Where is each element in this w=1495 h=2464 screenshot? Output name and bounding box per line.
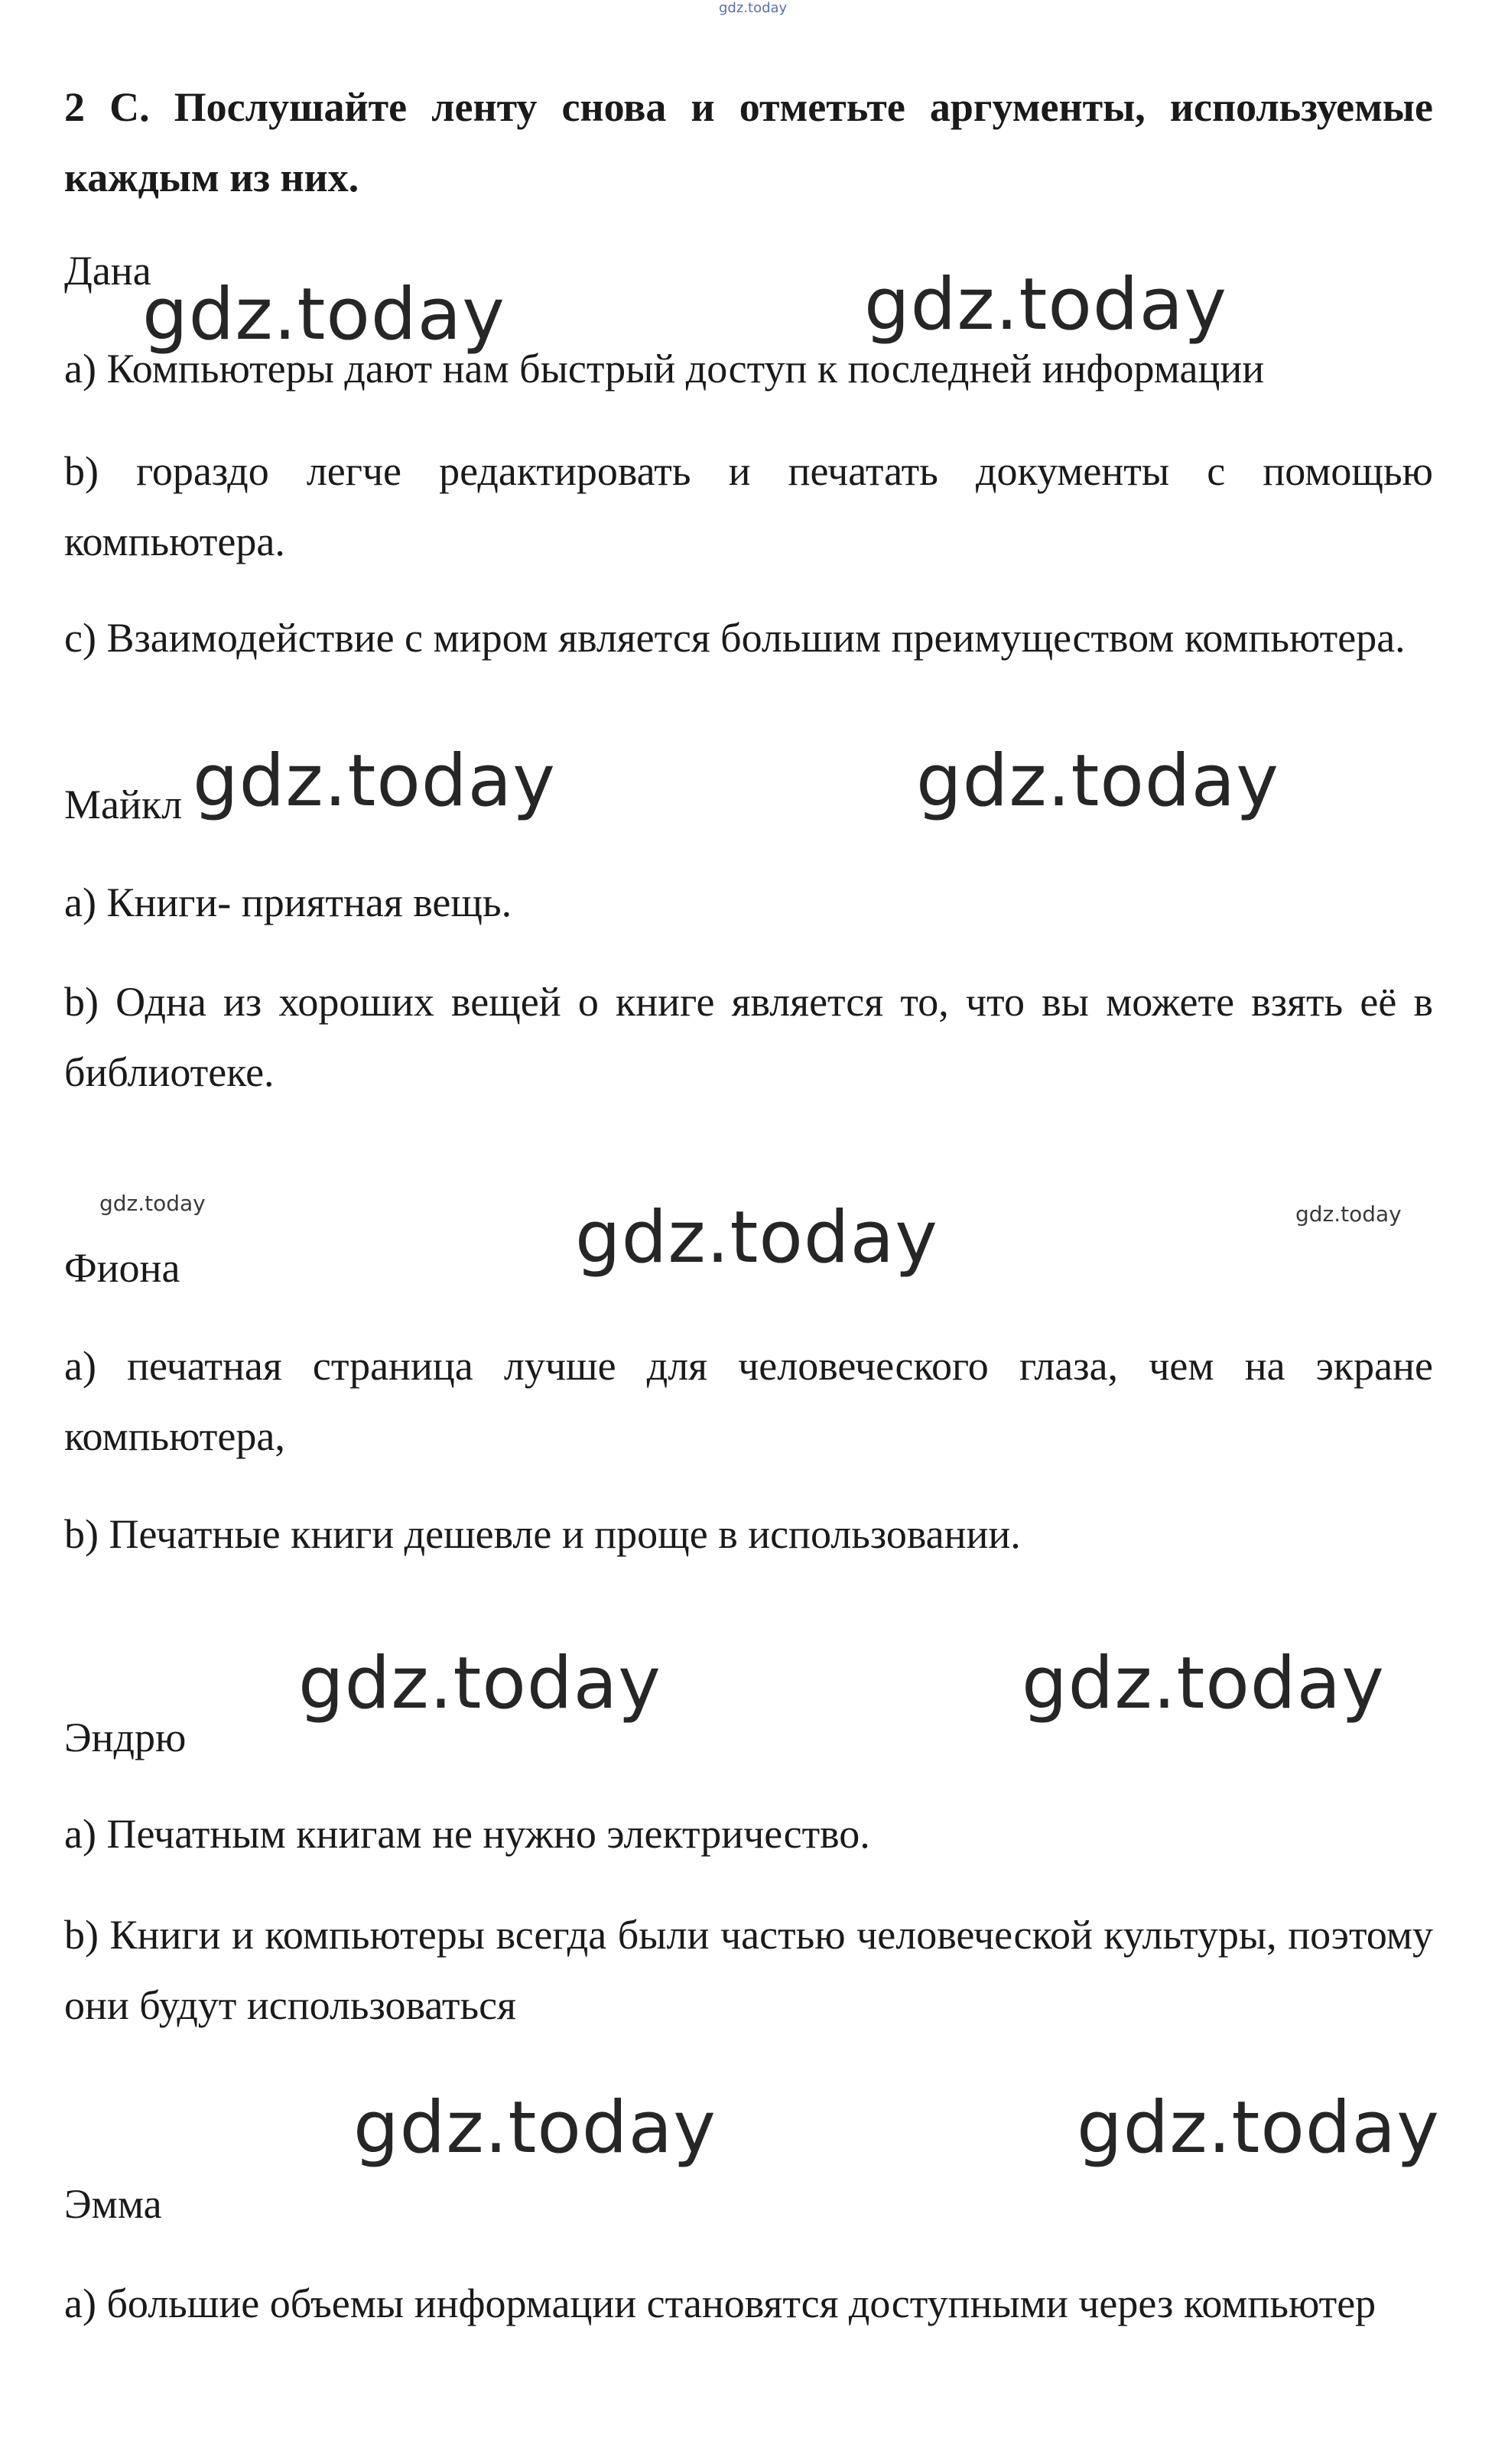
dana-argument-c: c) Взаимодействие с миром является большим преимуществом компьютера. (64, 615, 1406, 661)
fiona-argument-b: b) Печатные книги дешевле и проще в использовании. (64, 1511, 1021, 1557)
dana-argument-b: b) гораздо легче редактировать и печатать документы с помощью компьютера. (64, 448, 1433, 564)
speaker-emma: Эмма (64, 2181, 162, 2227)
watermark: gdz.today (142, 273, 505, 356)
speaker-michael: Майкл (64, 782, 183, 827)
watermark: gdz.today (1022, 1642, 1385, 1725)
watermark: gdz.today (575, 1196, 938, 1279)
andrew-argument-b: b) Книги и компьютеры всегда были частью человеческой культуры, поэтому они будут использоваться (64, 1912, 1433, 2028)
watermark: gdz.today (864, 263, 1227, 346)
watermark: gdz.today (353, 2086, 717, 2170)
speaker-andrew: Эндрю (64, 1715, 187, 1760)
watermark: gdz.today (1077, 2086, 1440, 2170)
watermark: gdz.today (916, 740, 1279, 823)
dana-argument-a: a) Компьютеры дают нам быстрый доступ к последней информации (64, 346, 1265, 392)
michael-argument-b: b) Одна из хороших вещей о книге является то, что вы можете взять её в библиотеке. (64, 979, 1433, 1095)
emma-argument-a: a) большие объемы информации становятся доступными через компьютер (64, 2280, 1376, 2326)
michael-argument-a: a) Книги- приятная вещь. (64, 879, 512, 925)
watermark-small: gdz.today (99, 1191, 206, 1216)
fiona-argument-a: a) печатная страница лучше для человеческого глаза, чем на экране компьютера, (64, 1343, 1433, 1459)
andrew-argument-a: a) Печатным книгам не нужно электричество. (64, 1811, 870, 1857)
watermark: gdz.today (298, 1642, 661, 1725)
watermark-top: gdz.today (719, 0, 788, 16)
speaker-fiona: Фиона (64, 1245, 180, 1291)
speaker-dana: Дана (64, 248, 151, 294)
watermark-small: gdz.today (1295, 1201, 1402, 1227)
watermark: gdz.today (193, 740, 556, 823)
exercise-heading: 2 С. Послушайте ленту снова и отметьте аргументы, используемые каждым из них. (64, 84, 1433, 200)
